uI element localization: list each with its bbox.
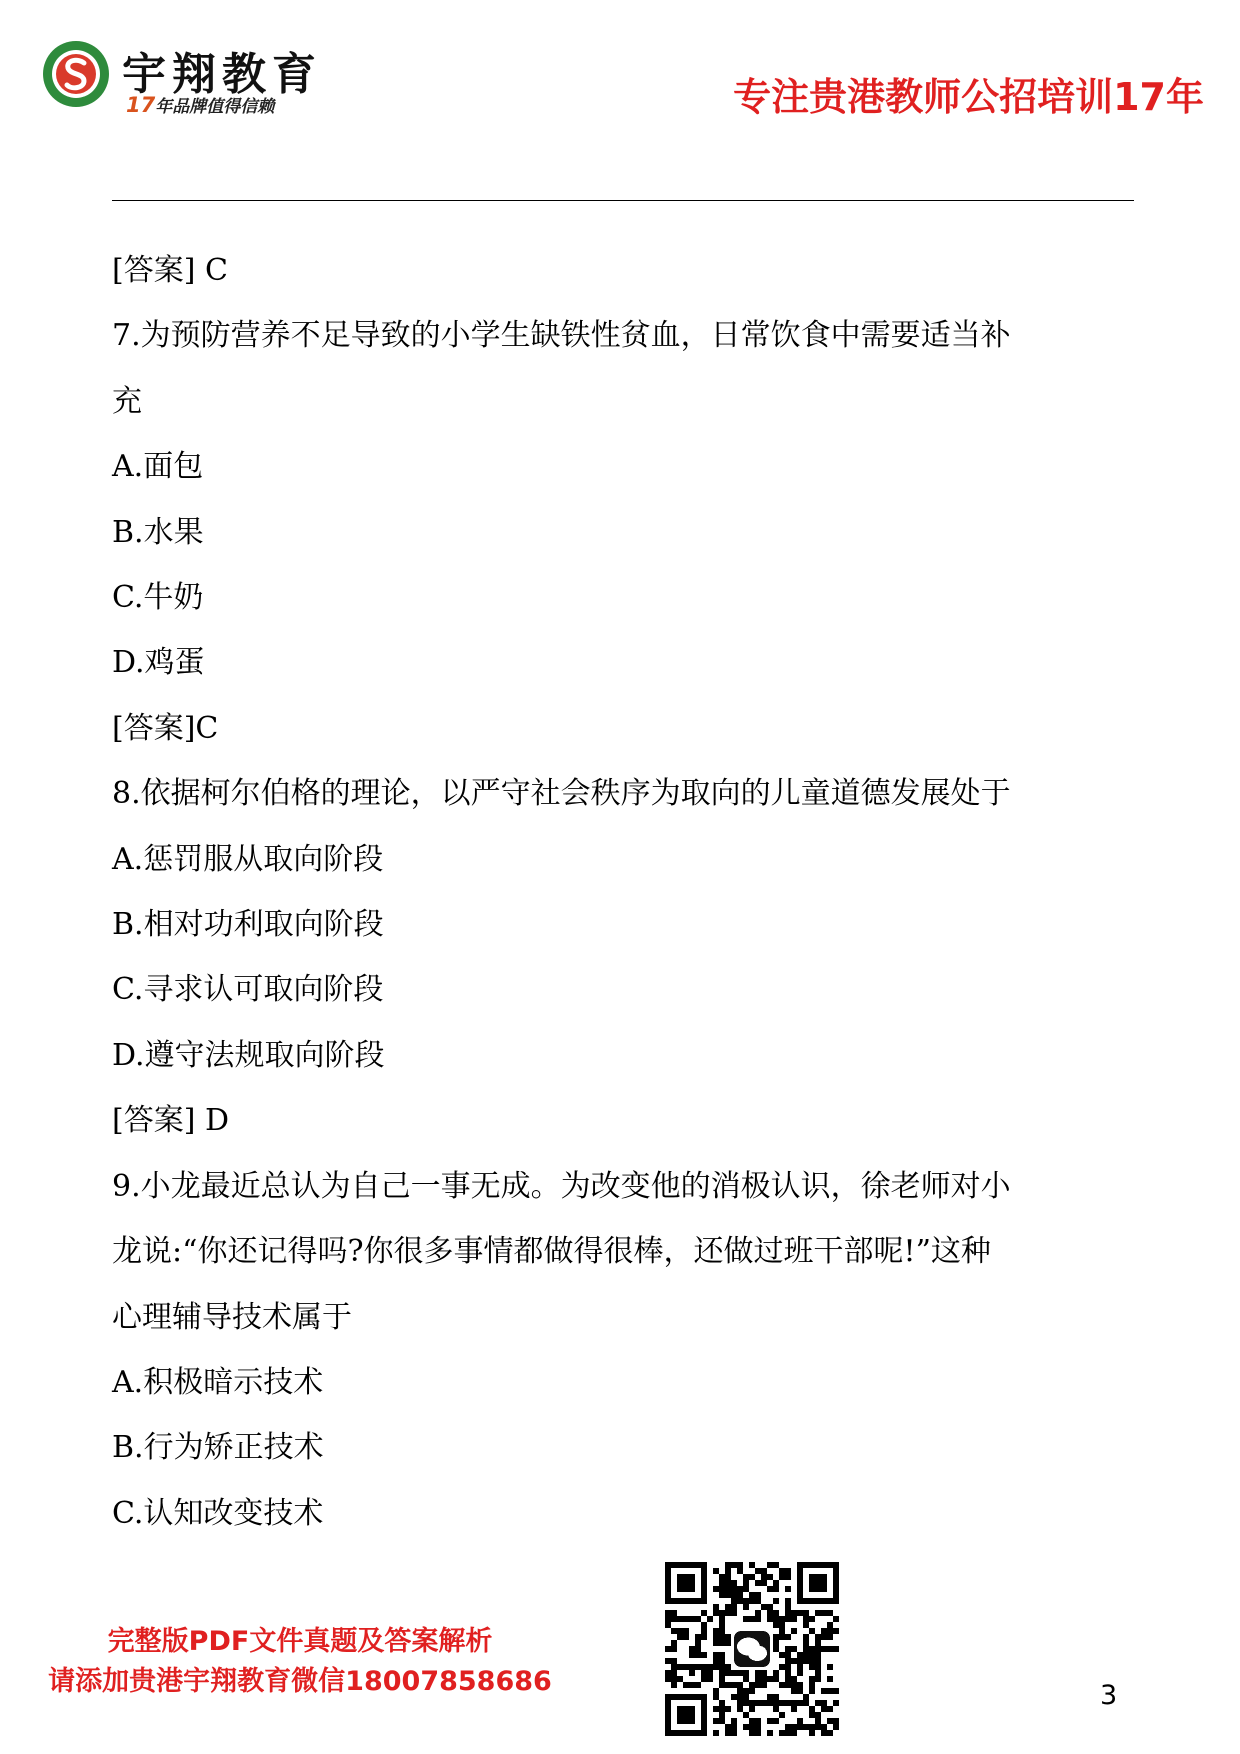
slogan-text: 年品牌值得信赖	[155, 97, 275, 117]
brand-name: 宇翔教育	[122, 49, 322, 100]
header-divider	[112, 200, 1134, 201]
page-number: 3	[1100, 1680, 1118, 1711]
footer-cta-line2: 请添加贵港宇翔教育微信18007858686	[48, 1666, 552, 1697]
question-7-text: 7.为预防营养不足导致的小学生缺铁性贫血，日常饮食中需要适当补	[112, 318, 1011, 354]
question-7-option-c: C.牛奶	[112, 580, 204, 616]
footer-cta	[0, 1622, 600, 1702]
question-7-text-cont: 充	[112, 383, 142, 419]
question-8-option-d: D.遵守法规取向阶段	[112, 1037, 385, 1073]
question-9-option-a: A.积极暗示技术	[112, 1364, 324, 1400]
question-content	[112, 238, 1142, 1546]
question-9-text-cont: 龙说:“你还记得吗?你很多事情都做得很棒，还做过班干部呢!”这种	[112, 1234, 991, 1270]
header-logo	[42, 32, 322, 122]
wechat-qr-icon	[665, 1562, 839, 1736]
header-tagline: 专注贵港教师公招培训17年	[733, 75, 1204, 119]
question-9-option-b: B.行为矫正技术	[112, 1430, 324, 1466]
question-8-option-a: A.惩罚服从取向阶段	[112, 841, 384, 877]
logo-emblem-icon	[42, 40, 110, 108]
question-9-option-c: C.认知改变技术	[112, 1495, 324, 1531]
question-7-option-d: D.鸡蛋	[112, 645, 205, 681]
question-7-option-a: A.面包	[112, 449, 204, 485]
question-9-text-cont2: 心理辅导技术属于	[112, 1299, 352, 1335]
footer-cta-line1: 完整版PDF文件真题及答案解析	[107, 1626, 493, 1657]
question-8-option-b: B.相对功利取向阶段	[112, 907, 384, 943]
question-7-answer: [答案]C	[112, 710, 219, 746]
slogan-number: 17	[126, 93, 156, 117]
question-8-option-c: C.寻求认可取向阶段	[112, 972, 384, 1008]
brand-slogan	[126, 92, 274, 117]
question-9-text: 9.小龙最近总认为自己一事无成。为改变他的消极认识，徐老师对小	[112, 1168, 1011, 1204]
question-8-answer: [答案] D	[112, 1103, 229, 1139]
answer-line: [答案] C	[112, 253, 228, 288]
question-8-text: 8.依据柯尔伯格的理论，以严守社会秩序为取向的儿童道德发展处于	[112, 776, 1011, 812]
question-7-option-b: B.水果	[112, 514, 204, 550]
